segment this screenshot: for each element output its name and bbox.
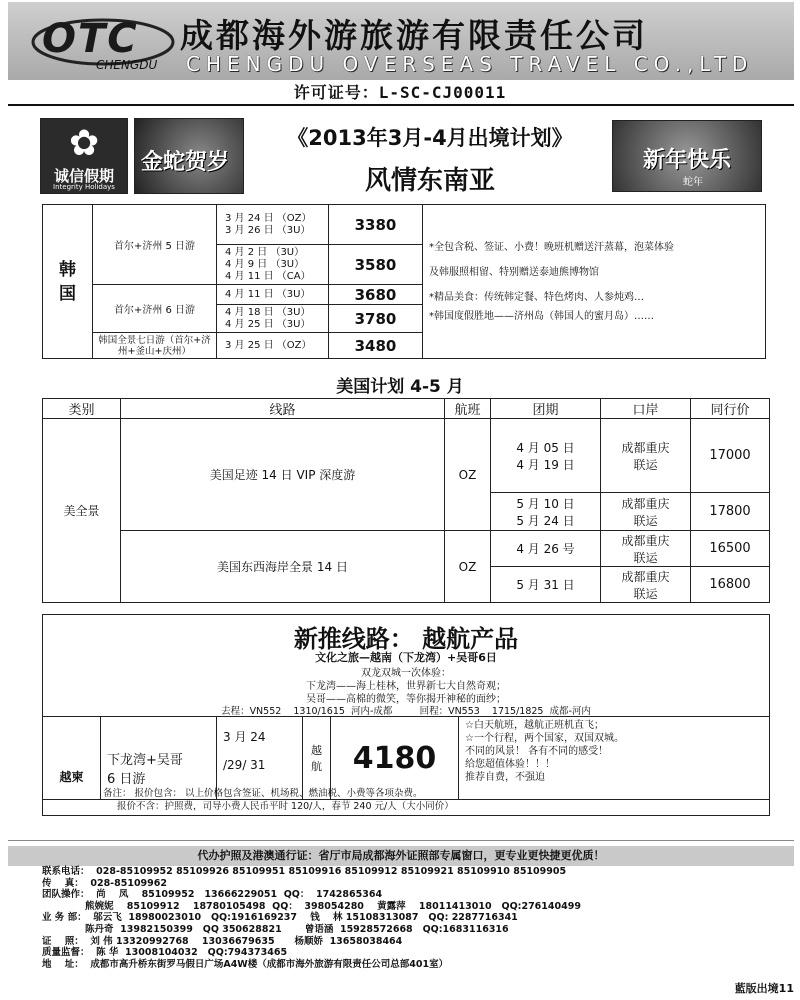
us-port: 成都重庆 联运 — [601, 531, 691, 567]
chengxin-holidays-logo — [40, 118, 128, 194]
flower-icon: ✿ — [69, 123, 100, 164]
new-year-image — [612, 120, 762, 192]
vietnam-flights: 去程：VN552 1310/1615 河内-成都 回程：VN553 1715/1825 成都-河内 — [221, 706, 591, 717]
contact-line: 熊婉妮 85109912 18780105498 QQ： 398054280 黄露萍 18011413010 QQ:276140499 — [42, 900, 581, 912]
contact-line: 传 真： 028-85109962 — [42, 877, 167, 889]
us-dates: 4 月 05 日 4 月 19 日 — [491, 419, 601, 493]
vietnam-country: 越柬 — [43, 717, 101, 800]
us-tour-table — [42, 398, 770, 603]
vietnam-notes — [103, 787, 454, 813]
korea-tour-table — [42, 204, 766, 359]
us-flight: OZ — [445, 419, 491, 531]
contact-line: 团队操作： 尚 凤 85109952 13666229051 QQ： 1742865364 — [42, 889, 383, 901]
passport-service-banner: 代办护照及港澳通行证：省厅市局成都海外证照部专属窗口，更专业更快捷更优质！ — [8, 846, 794, 866]
us-plan-title: 美国计划 4-5 月 — [336, 377, 464, 397]
us-price: 16500 — [691, 531, 770, 567]
vietnam-title: 新推线路： 越航产品 — [293, 624, 519, 653]
license-number: 许可证号：L-SC-CJ00011 — [293, 83, 507, 102]
us-route: 美国足迹 14 日 VIP 深度游 — [121, 419, 445, 531]
contact-line: 地 址： 成都市高升桥东街罗马假日广场A4W楼（成都市海外旅游有限责任公司总部401室） — [42, 958, 449, 970]
korea-price: 3780 — [329, 305, 423, 333]
korea-country-cell: 韩 国 — [43, 205, 93, 359]
vietnam-features: ☆白天航班，越航正班机直飞； ☆一个行程，两个国家，双国双城。 不同的风景！ 各有不同的感受！ 给您超值体验！！！ 推荐自费，不强迫 — [459, 717, 770, 800]
note-exclude: 报价不含：护照费，司导小费人民币平时 120/人，春节 240 元/人（大小同价） — [117, 801, 454, 812]
company-name-cn: 成都海外游旅游有限责任公司 — [180, 16, 648, 55]
col-header: 航班 — [445, 399, 491, 419]
snake-year-image — [134, 118, 244, 194]
col-header: 团期 — [491, 399, 601, 419]
logo-text: OTC — [42, 16, 139, 62]
vietnam-line: 双龙双城一次体验： — [361, 668, 451, 679]
new-year-text: 新年快乐 — [643, 147, 732, 173]
korea-route-1: 首尔+济州 5 日游 — [93, 205, 217, 285]
us-flight: OZ — [445, 531, 491, 603]
vietnam-subtitle: 文化之旅—越南（下龙湾）+吴哥6日 — [315, 651, 497, 664]
contact-line: 证 照： 刘 伟 13320992768 13036679635 杨顺娇 13658038464 — [42, 935, 403, 947]
col-header: 类别 — [43, 399, 121, 419]
vietnam-route: 下龙湾+吴哥 6 日游 — [101, 717, 217, 800]
company-name-en: CHENGDU OVERSEAS TRAVEL CO.,LTD — [186, 52, 754, 76]
vietnam-airline: 越 航 — [303, 717, 331, 800]
logo-subtitle: CHENGDU — [96, 58, 158, 72]
vietnam-section — [42, 614, 770, 816]
us-price: 17000 — [691, 419, 770, 493]
snake-year-text: 金蛇贺岁 — [141, 149, 230, 175]
us-dates: 5 月 10 日 5 月 24 日 — [491, 493, 601, 531]
col-header: 同行价 — [691, 399, 770, 419]
korea-dates-cell: 3 月 25 日 （OZ） — [217, 333, 329, 359]
contact-list — [42, 866, 581, 970]
page-label: 藍版出境11 — [734, 982, 794, 995]
korea-price: 3380 — [329, 205, 423, 245]
contact-line: 联系电话： 028-85109952 85109926 85109951 85109916 85109912 85109921 85109910 85109905 — [42, 866, 567, 877]
new-year-subtext: 蛇年 — [683, 177, 703, 188]
us-price: 16800 — [691, 567, 770, 603]
vietnam-line: 下龙湾——海上桂林，世界新七大自然奇观； — [306, 681, 506, 692]
korea-dates-cell: 4 月 11 日 （3U） — [217, 285, 329, 305]
korea-notes: *全包含税、签证、小费！晚班机赠送汗蒸幕，泡菜体验 及韩服照相留、特别赠送泰迪熊博物馆 *精品美食：传统韩定餐、特色烤肉、人参炖鸡… *韩国度假胜地——济州岛（韩国人的蜜月岛）…… — [423, 205, 766, 359]
us-dates: 4 月 26 号 — [491, 531, 601, 567]
vietnam-price: 4180 — [331, 717, 459, 800]
us-dates: 5 月 31 日 — [491, 567, 601, 603]
plan-subtitle: 风情东南亚 — [364, 166, 495, 196]
plan-title: 《2013年3月-4月出境计划》 — [287, 126, 573, 150]
chengxin-en: Integrity Holidays — [53, 183, 115, 191]
us-price: 17800 — [691, 493, 770, 531]
korea-price: 3480 — [329, 333, 423, 359]
footer-divider — [8, 840, 794, 841]
vietnam-line: 吴哥——高棉的微笑，等你揭开神秘的面纱； — [306, 694, 506, 705]
contact-line: 质量监督： 陈 华 13008104032 QQ:794373465 — [42, 947, 288, 959]
us-port: 成都重庆 联运 — [601, 567, 691, 603]
col-header: 线路 — [121, 399, 445, 419]
chengxin-name: 诚信假期 — [53, 167, 114, 185]
us-route: 美国东西海岸全景 14 日 — [121, 531, 445, 603]
korea-route-2: 首尔+济州 6 日游 — [93, 285, 217, 333]
header-band — [8, 2, 794, 80]
us-port: 成都重庆 联运 — [601, 419, 691, 493]
korea-dates-cell: 4 月 2 日 （3U） 4 月 9 日 （3U） 4 月 11 日 （CA） — [217, 245, 329, 285]
contact-line: 业 务 部： 邬云飞 18980023010 QQ:1916169237 钱 林 15108313087 QQ: 2287716341 — [42, 912, 518, 924]
note-include: 备注： 报价包含： 以上价格包含签证、机场税、燃油税、小费等各项杂费。 — [103, 788, 423, 799]
header-divider — [8, 104, 794, 106]
col-header: 口岸 — [601, 399, 691, 419]
korea-route-3: 韩国全景七日游（首尔+济州+釜山+庆州） — [93, 333, 217, 359]
vietnam-dates: 3 月 24 /29/ 31 — [217, 717, 303, 800]
korea-dates-cell: 3 月 24 日 （OZ） 3 月 26 日 （3U） — [217, 205, 329, 245]
us-port: 成都重庆 联运 — [601, 493, 691, 531]
contact-line: 陈丹奇 13982150399 QQ 350628821 曾语涵 15928572668 QQ:1683116316 — [42, 923, 509, 935]
us-category: 美全景 — [43, 419, 121, 603]
korea-price: 3680 — [329, 285, 423, 305]
korea-dates-cell: 4 月 18 日 （3U） 4 月 25 日 （3U） — [217, 305, 329, 333]
korea-price: 3580 — [329, 245, 423, 285]
